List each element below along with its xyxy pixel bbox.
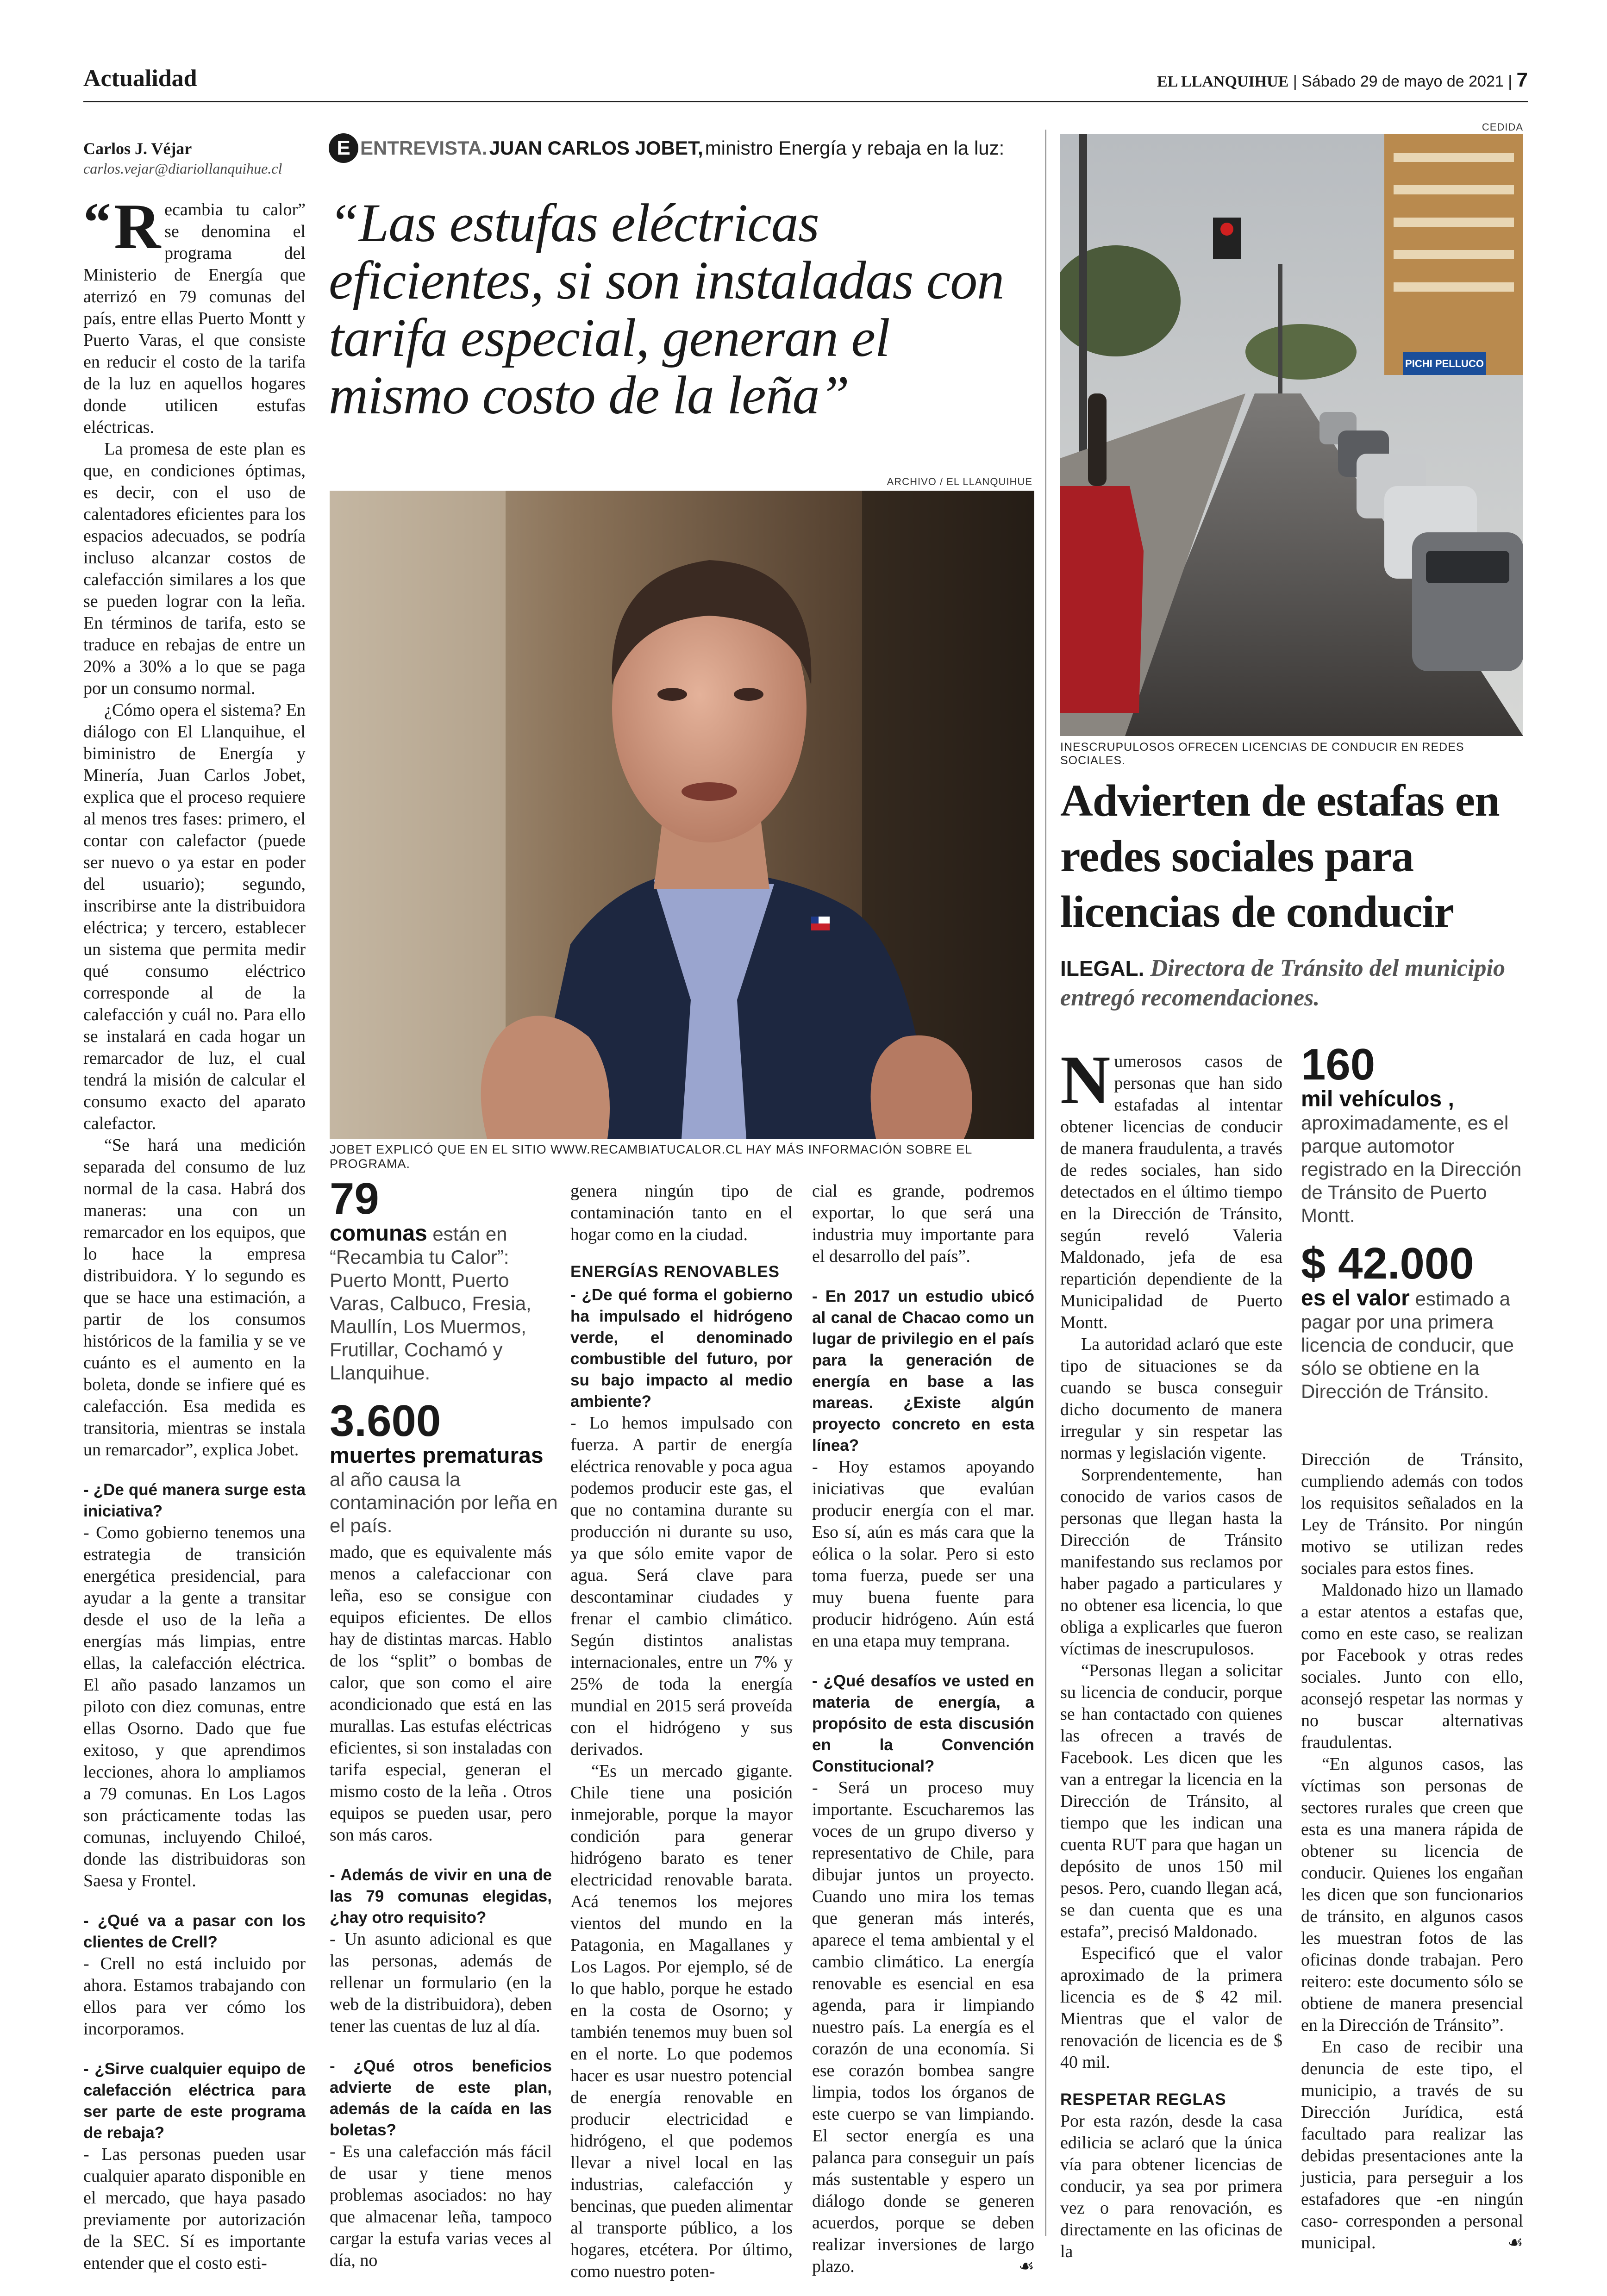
stat-box-valor [1301, 1241, 1523, 1403]
interview-answer: - Hoy estamos apoyando iniciativas que evalúan producir energía con el mar. Eso sí, aún es más cara que la eólica o la solar. Pero si esto toma fuerza, puede ser una muy buena fuente para producir hidrógeno. Aún está en una etapa muy temprana. [812, 1457, 1034, 1651]
interview-answer: - Un asunto adicional es que las personas, además de rellenar un formulario (en la web de la distribuidora), deben tener las cuentas de luz al día. [330, 1929, 552, 2036]
stat-label: muertes prematuras al año causa la contaminación por leña en el país. [330, 1443, 558, 1536]
interview-answer: - Será un proceso muy importante. Escucharemos las voces de un grupo diverso y representativo de Chile, para dibujar juntos un proyecto. Cuando uno mira los temas que generan más interés, aparece el tema ambiental y el cambio climático. La energía renovable es esencial en esa agenda, para ir limpiando nuestro país. La energía es el corazón de una economía. Si ese corazón bombea sangre limpia, todos los órganos de este cuerpo se van limpiando. El sector energía es una palanca para conseguir un país más sustentable y espero un diálogo donde se generen acuerdos, porque se deben realizar inversiones de largo plazo. ☙ [812, 1777, 1034, 2277]
paragraph: Dirección de Tránsito, cumpliendo además con todos los requisitos señalados en la Ley de Tránsito. Por ningún motivo se utilizan redes sociales para estos fines. [1301, 1450, 1523, 1578]
traffic-kicker [1060, 954, 1523, 1013]
paragraph: “Personas llegan a solicitar su licencia de conducir, porque se han contactado con quienes las ofrecen a través de Facebook. Les dicen que les van a entregar la licencia en la Dirección de Tránsito, al tiempo que les indican una cuenta RUT para que hagan un depósito de unos 150 mil pesos. Pero, cuando llegan acá, se dan cuenta que es una estafa”, precisó Maldonado. [1060, 1661, 1282, 1941]
paragraph: En caso de recibir una denuncia de este tipo, el municipio, a través de su Dirección Jurídica, está facultado para realizar las debidas presentaciones ante la justicia, para perseguir a los estafadores que -en ningún caso- corresponden a personal municipal. ☙ [1301, 2036, 1523, 2254]
page-header [83, 65, 1528, 97]
stat-number: 3.600 [330, 1396, 441, 1446]
stat-label: comunas están en “Recambia tu Calor”: Puerto Montt, Puerto Varas, Calbuco, Fresia, Maullín, Los Muermos, Frutillar, Cochamó y Llanquihue. [330, 1221, 531, 1384]
interview-col-4 [812, 1180, 1034, 2277]
photo-caption: JOBET EXPLICÓ QUE EN EL SITIO WWW.RECAMBIATUCALOR.CL HAY MÁS INFORMACIÓN SOBRE EL PROGRAMA. [330, 1142, 972, 1171]
stat-box-vehiculos [1301, 1042, 1523, 1227]
paragraph: La promesa de este plan es que, en condiciones óptimas, es decir, con el uso de calentadores eficientes para los espacios adecuados, se podría incluso alcanzar costos de calefacción similares a los que se pueden lograr con la leña. En términos de tarifa, esto se traduce en rebajas de entre un 20% a 30% a lo que se paga por un consumo normal. [83, 439, 306, 698]
paragraph: mado, que es equivalente más menos a calefaccionar con leña, eso se consigue con equipos eficientes. De ellos hay de distintas marcas. Hablo de los “split” o bombas de calor, que son como el aire acondicionado que está en las murallas. Las estufas eléctricas eficientes, si son instaladas con tarifa especial, generan el mismo costo de la leña . Otros equipos se pueden usar, pero son más caros. [330, 1542, 552, 1845]
page-number: 7 [1516, 69, 1528, 91]
jobet-portrait-illustration [330, 491, 1034, 1139]
stat-number: $ 42.000 [1301, 1239, 1474, 1288]
traffic-photo [1060, 134, 1523, 736]
byline-author: Carlos J. Véjar [83, 139, 192, 158]
stat-box-comunas [330, 1176, 561, 1385]
lead-paragraph: N umerosos casos de personas que han sido estafadas al intentar obtener licencias de conducir de manera fraudulenta, a través de redes sociales, han sido detectados en el último tiempo en la Dirección de Tránsito, según reveló Valeria Maldonado, jefa de esa repartición dependiente de la Municipalidad de Puerto Montt. [1060, 1042, 1282, 1332]
stat-label: es el valor estimado a pagar por una primera licencia de conducir, que sólo se obtiene en la Dirección de Tránsito. [1301, 1286, 1514, 1402]
paragraph: Especificó que el valor aproximado de la primera licencia es de $ 42 mil. Mientras que el valor de renovación de licencia es de $ 40 mil. [1060, 1944, 1282, 2072]
subhead-energias: ENERGÍAS RENOVABLES [570, 1263, 780, 1281]
paragraph: “Es un mercado gigante. Chile tiene una posición inmejorable, porque la mayor condición para generar hidrógeno barato es tener electricidad renovable barata. Acá tenemos los mejores vientos del mundo en la Patagonia, en Magallanes y Los Lagos. Por ejemplo, sé de lo que hablo, porque he estado en la costa de Osorno; y también tenemos muy buen sol en el norte. Lo que podemos hacer es usar nuestro potencial de energía renovable en producir electricidad e hidrógeno, el que podemos llevar a nivel local en las industrias, calefacción y bencinas, que pueden alimentar al transporte público, a los hogares, etcétera. Por último, como nuestro poten- [570, 1761, 793, 2281]
traffic-street-illustration [1060, 134, 1523, 736]
kicker-role: ministro Energía y rebaja en la luz: [705, 137, 1005, 159]
traffic-photo-caption: INESCRUPULOSOS OFRECEN LICENCIAS DE CONDUCIR EN REDES SOCIALES. [1060, 741, 1464, 767]
dropcap-quote: “ [83, 191, 111, 253]
paragraph: “Se hará una medición separada del consumo de luz normal de la casa. Habrá dos maneras: una con un remarcador en los equipos, que lo hace la empresa distribuidora. Y lo segundo es que se hace una estimación, a partir de los consumos históricos de la familia y se ve cuánto es el aumento en la boleta, donde se infiere qué es calefacción. Esa medida es transitoria, mientras se instala un remarcador”, explica Jobet. [83, 1136, 306, 1460]
entrevista-badge: E [329, 133, 358, 163]
lead-paragraph: “ R ecambia tu calor” se denomina el programa del Ministerio de Energía que aterrizó en 79 comunas del país, entre ellas Puerto Montt y Puerto Varas, el que consiste en reducir el costo de la tarifa de la luz en aquellos hogares donde utilicen estufas eléctricas. [83, 191, 306, 437]
header-rule [83, 101, 1528, 102]
issue-date: Sábado 29 de mayo de 2021 [1301, 73, 1504, 90]
interview-question: - ¿Qué desafíos ve usted en materia de energía, a propósito de esta discusión en la Convención Constitucional? [812, 1672, 1034, 1775]
paragraph: Maldonado hizo un llamado a estar atentos a estafas que, como en este caso, se realizan por Facebook y otras redes sociales. Junto con ello, aconsejó respetar las normas y no buscar alternativas fraudulentas. [1301, 1580, 1523, 1752]
traffic-kicker-label: ILEGAL. [1060, 956, 1144, 980]
interview-question: - ¿Qué va a pasar con los clientes de Crell? [83, 1912, 306, 1951]
interview-question: - Además de vivir en una de las 79 comunas elegidas, ¿hay otro requisito? [330, 1866, 552, 1927]
interview-question: - ¿Qué otros beneficios advierte de este plan, además de la caída en las boletas? [330, 2057, 552, 2139]
paragraph: ¿Cómo opera el sistema? En diálogo con El Llanquihue, el biministro de Energía y Minería, Juan Carlos Jobet, explica que el proceso requiere al menos tres fases: primero, el contar con calefactor (puede ser nuevo o ya estar en poder del usuario); segundo, inscribirse ante la distribuidora eléctrica; y tercero, establecer un sistema que permita medir qué consumo eléctrico corresponde al de la calefacción y cuál no. Para ello se instalará en cada hogar un remarcador de luz, el cual tendrá la misión de calcular el consumo exacto del aparato calefactor. [83, 700, 306, 1133]
kicker-name: JUAN CARLOS JOBET, [489, 137, 703, 159]
paragraph: Por esta razón, desde la casa edilicia se aclaró que la única vía para obtener licencias de conducir, ya sea por primera vez o para renovación, es directamente en las oficinas de la [1060, 2111, 1282, 2261]
stat-box-muertes [330, 1398, 561, 1537]
interview-kicker [329, 133, 1042, 163]
interview-answer: - Es una calefacción más fácil de usar y tiene menos problemas asociados: no hay que almacenar leña, tampoco cargar la estufa varias veces al día, no [330, 2142, 552, 2270]
interview-answer: - Lo hemos impulsado con fuerza. A partir de energía eléctrica renovable y poca agua podemos producir este gas, el que no contamina durante su producción ni durante su uso, ya que sólo emite vapor de agua. Será clave para descontaminar ciudades y frenar el cambio climático. Según distintos analistas internacionales, entre un 7% y 25% de toda la energía mundial en 2015 será proveída con el hidrógeno y sus derivados. [570, 1413, 793, 1759]
interview-col-1 [83, 191, 306, 2274]
traffic-photo-credit: CEDIDA [1482, 121, 1523, 133]
subhead-respetar: RESPETAR REGLAS [1060, 2090, 1226, 2109]
byline-email: carlos.vejar@diariollanquihue.cl [83, 160, 282, 177]
masthead-info: EL LLANQUIHUE | Sábado 29 de mayo de 2021 | 7 [1157, 69, 1528, 91]
interview-headline: “Las estufas eléctricas eficientes, si son instaladas con tarifa especial, generan el mismo costo de la leña” [329, 193, 1004, 425]
dropcap-letter: R [114, 191, 161, 262]
dropcap-letter: N [1060, 1042, 1111, 1118]
traffic-col-1 [1060, 1042, 1282, 2263]
interview-answer: - Como gobierno tenemos una estrategia de transición energética presidencial, para ayudar a la gente a transitar desde el uso de la leña a energías más limpias, entre ellas, la calefacción eléctrica. El año pasado lanzamos un piloto con diez comunas, entre ellas Osorno. Dado que fue exitoso, y que aprendimos lecciones, ahora lo ampliamos a 79 comunas. En Los Lagos son prácticamente todas las comunas, incluyendo Chiloé, donde las distribuidoras son Saesa y Frontel. [83, 1523, 306, 1890]
traffic-kicker-text: Directora de Tránsito del municipio entregó recomendaciones. [1060, 955, 1505, 1011]
paragraph: genera ningún tipo de contaminación tanto en el hogar como en la ciudad. [570, 1181, 793, 1244]
newspaper-name: EL LLANQUIHUE [1157, 73, 1289, 90]
paragraph: Sorprendentemente, han conocido de varios casos de personas que llegan hasta la Dirección de Tránsito manifestando sus reclamos por haber pagado a particulares y no obtener esa licencia, lo que obliga a explicarles que fueron víctimas de inescrupulosos. [1060, 1465, 1282, 1659]
paragraph: cial es grande, podremos exportar, lo que será una industria muy importante para el desarrollo del país”. [812, 1181, 1034, 1266]
article-divider [1045, 130, 1046, 2236]
photo-credit: ARCHIVO / EL LLANQUIHUE [887, 476, 1032, 487]
interview-question: - En 2017 un estudio ubicó al canal de Chacao como un lugar de privilegio en el país para la generación de energía en base a las mareas. ¿Existe algún proyecto concreto en esta línea? [812, 1287, 1034, 1454]
interview-answer: - Las personas pueden usar cualquier aparato disponible en el mercado, que haya pasado previamente por autorización de la SEC. Sí es importante entender que el costo esti- [83, 2145, 306, 2273]
end-mark-icon: ☙ [1018, 2257, 1034, 2276]
interview-col-2 [330, 1541, 552, 2271]
interview-col-3 [570, 1180, 793, 2283]
kicker-label: ENTREVISTA. [360, 137, 488, 159]
interview-question: - ¿De qué forma el gobierno ha impulsado el hidrógeno verde, el denominado combustible del futuro, por su bajo impacto al medio ambiente? [570, 1286, 793, 1410]
interview-question: - ¿De qué manera surge esta iniciativa? [83, 1481, 306, 1520]
interview-answer: - Crell no está incluido por ahora. Estamos trabajando con ellos para ver cómo los incorporamos. [83, 1954, 306, 2039]
interview-question: - ¿Sirve cualquier equipo de calefacción eléctrica para ser parte de este programa de rebaja? [83, 2060, 306, 2142]
paragraph: “En algunos casos, las víctimas son personas de sectores rurales que creen que esta es una manera rápida de obtener su licencia de conducir. Quienes los engañan les dicen que son funcionarios de tránsito, en algunos casos les muestran fotos de las oficinas donde trabajan. Pero reitero: este documento sólo se obtiene de manera presencial en la Dirección de Tránsito”. [1301, 1754, 1523, 2035]
paragraph: La autoridad aclaró que este tipo de situaciones se da cuando se busca conseguir dicho documento de manera irregular y sin respetar las normas y legislación vigente. [1060, 1335, 1282, 1463]
byline [83, 139, 324, 177]
traffic-headline: Advierten de estafas en redes sociales para licencias de conducir [1060, 776, 1500, 937]
jobet-photo [330, 491, 1034, 1139]
traffic-col-2 [1301, 1449, 1523, 2254]
street-sign: PICHI PELLUCO [1405, 358, 1484, 369]
stat-label: mil vehículos , aproximadamente, es el parque automotor registrado en la Dirección de Tránsito de Puerto Montt. [1301, 1087, 1522, 1226]
end-mark-icon: ☙ [1507, 2233, 1523, 2252]
section-title: Actualidad [83, 65, 197, 92]
stat-number: 79 [330, 1174, 379, 1223]
stat-number: 160 [1301, 1040, 1376, 1089]
